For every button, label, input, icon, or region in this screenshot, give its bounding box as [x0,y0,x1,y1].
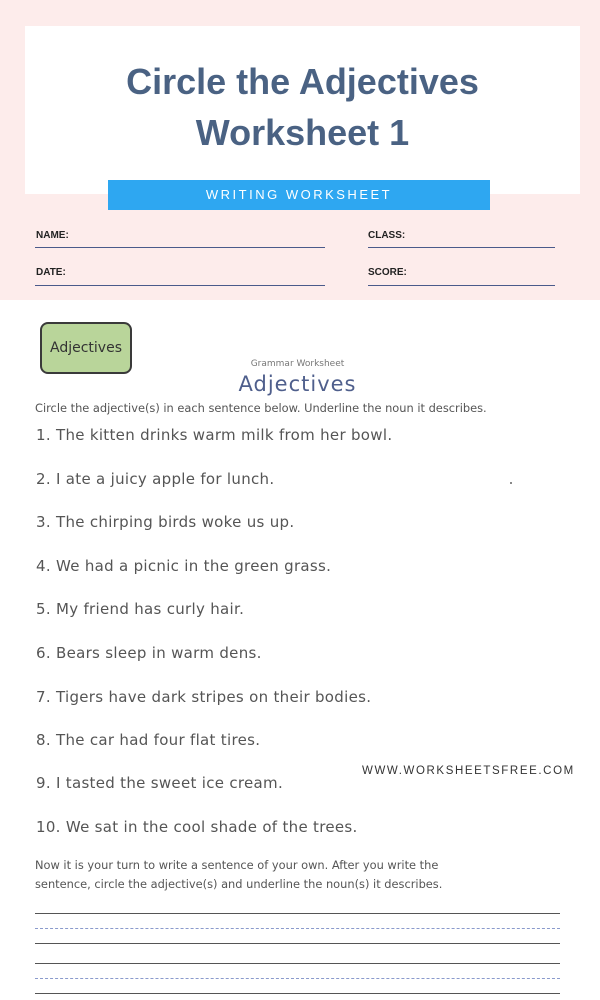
worksheet-heading: Adjectives [238,372,357,396]
name-label: NAME: [36,230,69,241]
website-url: WWW.WORKSHEETSFREE.COM [362,765,575,777]
page-title-line1: Circle the Adjectives [126,61,479,102]
sentence-item: 2. I ate a juicy apple for lunch. [36,470,275,488]
sentence-item: 10. We sat in the cool shade of the trees. [36,818,358,836]
name-line[interactable] [35,247,325,248]
score-line[interactable] [368,285,555,286]
sentence-item: 6. Bears sleep in warm dens. [36,644,262,662]
writing-line-solid[interactable] [35,943,560,944]
page-title [25,56,580,158]
writing-line-dashed [35,928,560,929]
class-label: CLASS: [368,230,406,241]
worksheet-small-title: Grammar Worksheet [250,359,345,369]
date-label: DATE: [36,267,66,278]
adjectives-badge: Adjectives [40,322,132,374]
outro-text [35,856,565,894]
sentence-item: 7. Tigers have dark stripes on their bodies. [36,688,372,706]
sentence-item: 9. I tasted the sweet ice cream. [36,774,284,792]
score-label: SCORE: [368,267,407,278]
writing-line-dashed [35,978,560,979]
page-title-line2: Worksheet 1 [195,112,410,153]
outro-line1: Now it is your turn to write a sentence of your own. After you write the [35,858,439,872]
outro-line2: sentence, circle the adjective(s) and underline the noun(s) it describes. [35,877,443,891]
sentence-item: 4. We had a picnic in the green grass. [36,557,332,575]
sentence-item: 1. The kitten drinks warm milk from her bowl. [36,426,393,444]
sentence-item: 5. My friend has curly hair. [36,600,245,618]
writing-line-solid[interactable] [35,993,560,994]
writing-line-solid[interactable] [35,913,560,914]
sentence-item: 8. The car had four flat tires. [36,731,261,749]
date-line[interactable] [35,285,325,286]
stray-dot [510,482,512,484]
subtitle-bar: WRITING WORKSHEET [108,180,490,210]
class-line[interactable] [368,247,555,248]
sentence-item: 3. The chirping birds woke us up. [36,513,295,531]
instruction-text: Circle the adjective(s) in each sentence below. Underline the noun it describes. [35,401,487,415]
writing-line-solid[interactable] [35,963,560,964]
